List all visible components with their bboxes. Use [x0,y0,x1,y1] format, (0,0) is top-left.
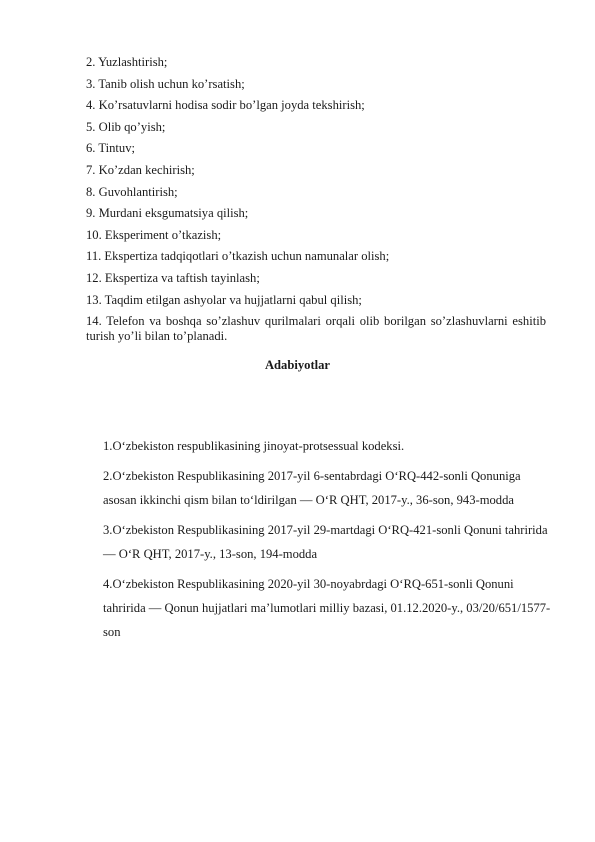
reference-item: 4.O‘zbekiston Respublikasining 2020-yil 30-noyabrdagi O‘RQ-651-sonli Qonuni tahririda — Qonun hujjatlari ma’lumotlari milliy bazasi, 01.12.2020-y., 03/20/651/1577-son [103,577,551,639]
list-item: 13. Taqdim etilgan ashyolar va hujjatlarni qabul qilish; [86,292,362,307]
list-item: 6. Tintuv; [86,141,136,156]
list-item: 8. Guvohlantirish; [86,184,178,199]
list-item: 4. Ko’rsatuvlarni hodisa sodir bo’lgan joyda tekshirish; [86,98,365,113]
procedural-actions-list [86,55,546,344]
list-item: 7. Ko’zdan kechirish; [86,162,195,177]
list-item: 14. Telefon va boshqa so’zlashuv qurilmalari orqali olib borilgan so’zlashuvlarni eshitib turish yo’li bilan to’planadi. [86,314,546,344]
references-list [103,434,553,650]
reference-item: 3.O‘zbekiston Respublikasining 2017-yil 29-martdagi O‘RQ-421-sonli Qonuni tahririda — O‘R QHT, 2017-y., 13-son, 194-modda [103,523,548,561]
list-item: 5. Olib qo’yish; [86,119,166,134]
reference-item: 2.O‘zbekiston Respublikasining 2017-yil 6-sentabrdagi O‘RQ-442-sonli Qonuniga asosan ikkinchi qism bilan to‘ldirilgan — O‘R QHT, 2017-y., 36-son, 943-modda [103,469,521,507]
list-item: 9. Murdani eksgumatsiya qilish; [86,206,249,221]
list-item: 2. Yuzlashtirish; [86,55,168,69]
references-heading: Adabiyotlar [264,358,331,372]
list-item: 3. Tanib olish uchun ko’rsatish; [86,76,245,91]
reference-item: 1.O‘zbekiston respublikasining jinoyat-protsessual kodeksi. [103,439,405,453]
list-item: 10. Eksperiment o’tkazish; [86,227,222,242]
list-item: 11. Ekspertiza tadqiqotlari o’tkazish uchun namunalar olish; [86,249,390,264]
list-item: 12. Ekspertiza va taftish tayinlash; [86,270,260,285]
